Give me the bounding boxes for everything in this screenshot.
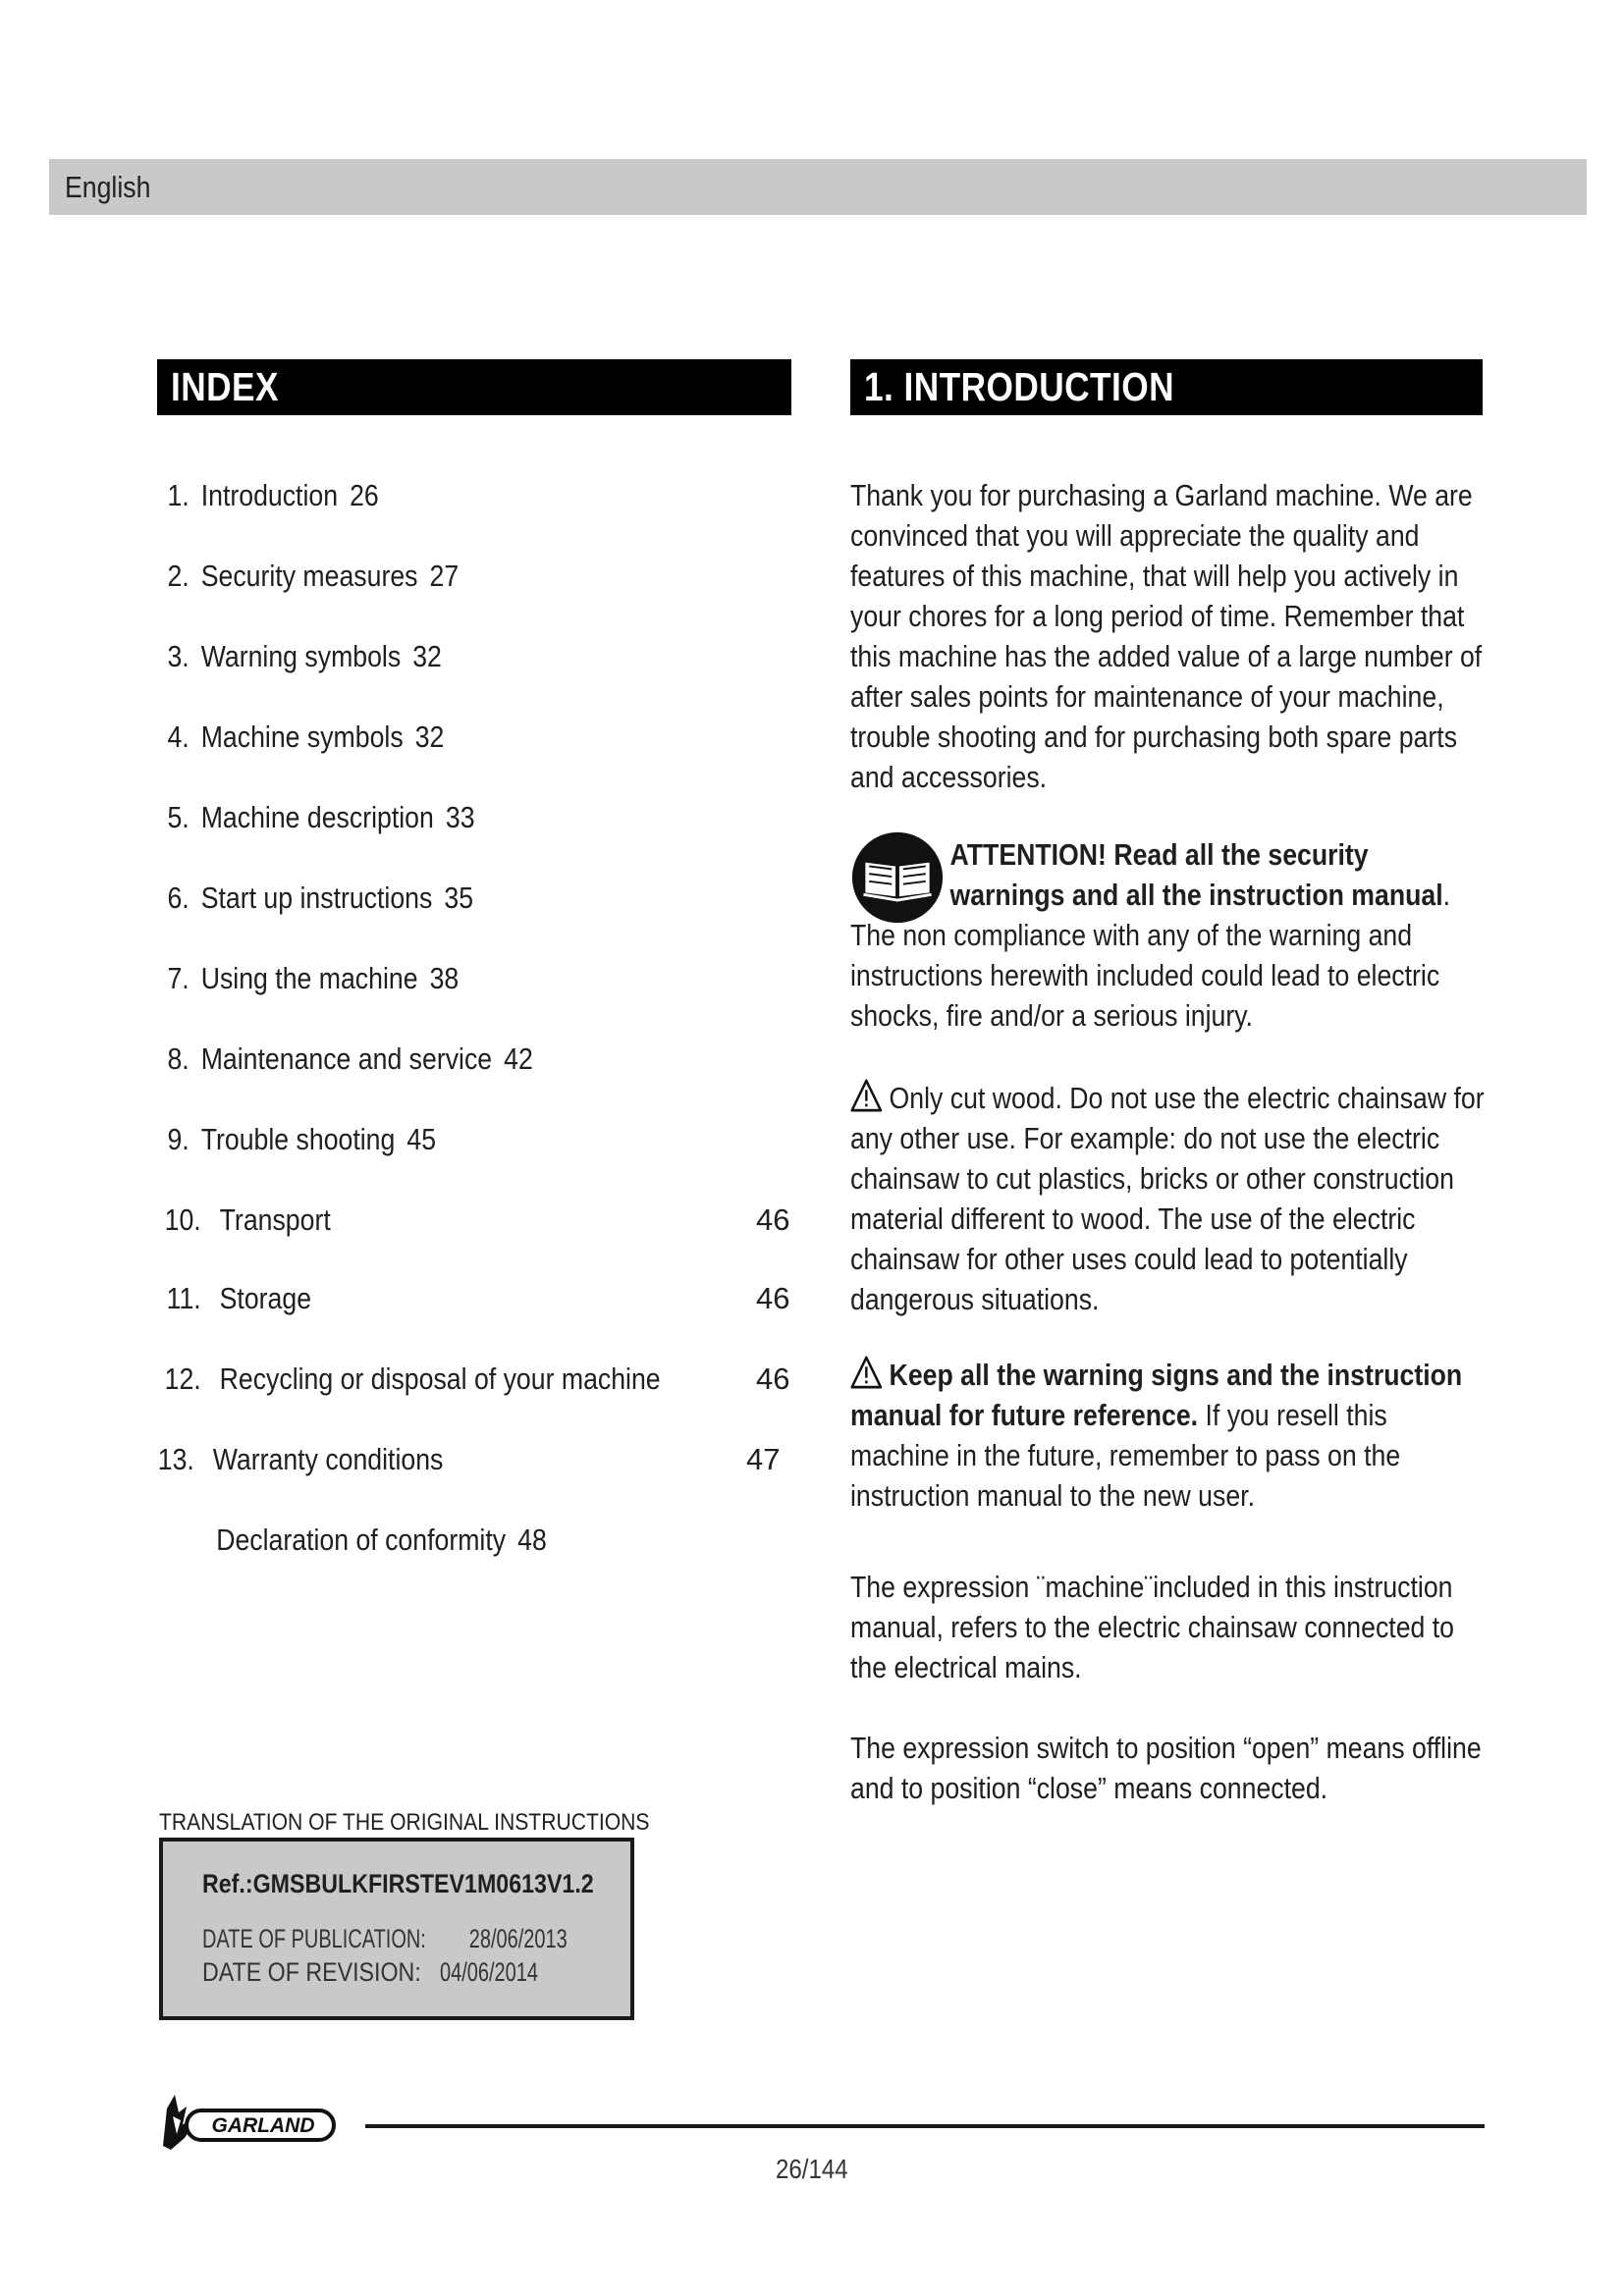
toc-page: 33	[445, 800, 475, 834]
language-bar	[49, 159, 1587, 215]
toc-page: 47	[746, 1442, 781, 1476]
toc-label: Start up instructions	[200, 881, 433, 915]
toc-page: 26	[350, 478, 379, 512]
toc-item[interactable]	[157, 1516, 795, 1565]
toc-page: 27	[429, 559, 460, 593]
attention-block: ATTENTION! Read all the security warnings and all the instruction manual. The non compliance with any of the warning and instructions herewith included could lead to electric shocks, fire and/or a serious injury.	[850, 837, 1451, 1033]
toc-item[interactable]	[157, 1355, 795, 1404]
toc-number: 13.	[157, 1442, 194, 1476]
toc-page: 46	[756, 1362, 790, 1396]
toc-page: 32	[412, 639, 442, 673]
expression-switch: The expression switch to position “open” means offline and to position “close” means connected.	[850, 1731, 1482, 1805]
toc-page: 46	[756, 1281, 790, 1315]
toc-label: Recycling or disposal of your machine	[219, 1362, 661, 1396]
toc-number: 9.	[167, 1122, 189, 1156]
toc-label: Warranty conditions	[212, 1442, 444, 1476]
toc-number: 12.	[164, 1362, 201, 1396]
toc-number: 3.	[167, 639, 189, 673]
index-heading	[157, 359, 791, 415]
introduction-title: 1. INTRODUCTION	[864, 364, 1174, 409]
reference-box	[159, 1838, 634, 2020]
language-label: English	[65, 170, 151, 204]
toc-page: 42	[504, 1041, 533, 1076]
toc-page: 32	[414, 720, 445, 754]
toc-number: 1.	[167, 478, 189, 512]
translation-note: TRANSLATION OF THE ORIGINAL INSTRUCTIONS	[159, 1809, 650, 1836]
toc-page: 46	[756, 1202, 790, 1237]
toc-page: 45	[406, 1122, 437, 1156]
toc-number: 5.	[167, 800, 189, 834]
footer-divider	[365, 2124, 1485, 2128]
toc-page: 35	[444, 881, 474, 915]
warning-triangle-icon	[850, 1356, 883, 1389]
toc-page: 38	[429, 961, 460, 995]
toc-number: 2.	[167, 559, 189, 593]
toc-label: Machine description	[200, 800, 434, 834]
publication-date: DATE OF PUBLICATION: 28/06/2013	[202, 1924, 568, 1953]
revision-date: DATE OF REVISION: 04/06/2014	[202, 1957, 538, 1987]
toc-item[interactable]	[157, 632, 795, 681]
toc-label: Machine symbols	[200, 720, 404, 754]
expression-machine: The expression ¨machine¨included in this instruction manual, refers to the electric chainsaw connected to the electrical mains.	[850, 1570, 1454, 1684]
toc-item[interactable]	[157, 1274, 795, 1323]
toc-number: 10.	[164, 1202, 201, 1237]
wood-warning: Only cut wood. Do not use the electric chainsaw for any other use. For example: do not use the electric chainsaw to cut plastics, bricks or other construction material different to wood. The use of the electric chainsaw for other uses could lead to potentially dangerous situations.	[850, 1081, 1485, 1316]
index-title: INDEX	[171, 364, 279, 409]
toc-item[interactable]	[157, 954, 795, 1003]
toc-item[interactable]	[157, 552, 795, 601]
intro-paragraph: Thank you for purchasing a Garland machine. We are convinced that you will appreciate the quality and features of this machine, that will help you actively in your chores for a long period of time. Remember that this machine has the added value of a large number of after sales points for maintenance of your machine, trouble shooting and for purchasing both spare parts and accessories.	[850, 478, 1483, 794]
reference-id: Ref.:GMSBULKFIRSTEV1M0613V1.2	[202, 1869, 594, 1898]
garland-logo	[157, 2091, 340, 2152]
toc-item[interactable]	[157, 874, 795, 923]
toc-item[interactable]	[157, 471, 795, 520]
toc-item[interactable]	[157, 793, 795, 842]
toc-number: 11.	[166, 1281, 201, 1315]
warning-triangle-icon	[850, 1079, 883, 1112]
keep-manual-warning: Keep all the warning signs and the instruction manual for future reference. If you resell this machine in the future, remember to pass on the instruction manual to the new user.	[850, 1358, 1463, 1513]
brand-text: GARLAND	[211, 2114, 315, 2137]
toc-label: Warning symbols	[200, 639, 402, 673]
toc-item[interactable]	[157, 1435, 795, 1484]
toc-item[interactable]	[157, 1196, 795, 1245]
toc-label: Storage	[219, 1281, 312, 1315]
toc-item[interactable]	[157, 713, 795, 762]
toc-number: 4.	[167, 720, 189, 754]
toc-label: Declaration of conformity	[216, 1522, 507, 1557]
toc-label: Introduction	[200, 478, 339, 512]
toc-page: 48	[517, 1522, 547, 1557]
toc-label: Security measures	[200, 559, 418, 593]
toc-item[interactable]	[157, 1035, 795, 1084]
toc-number: 8.	[167, 1041, 189, 1076]
toc-number: 6.	[167, 881, 189, 915]
page-number: 26/144	[776, 2154, 848, 2184]
toc-label: Maintenance and service	[200, 1041, 493, 1076]
toc-label: Using the machine	[200, 961, 418, 995]
toc-label: Transport	[219, 1202, 331, 1237]
toc-label: Trouble shooting	[200, 1122, 396, 1156]
toc-number: 7.	[167, 961, 189, 995]
introduction-heading	[850, 359, 1483, 415]
toc-item[interactable]	[157, 1115, 795, 1164]
